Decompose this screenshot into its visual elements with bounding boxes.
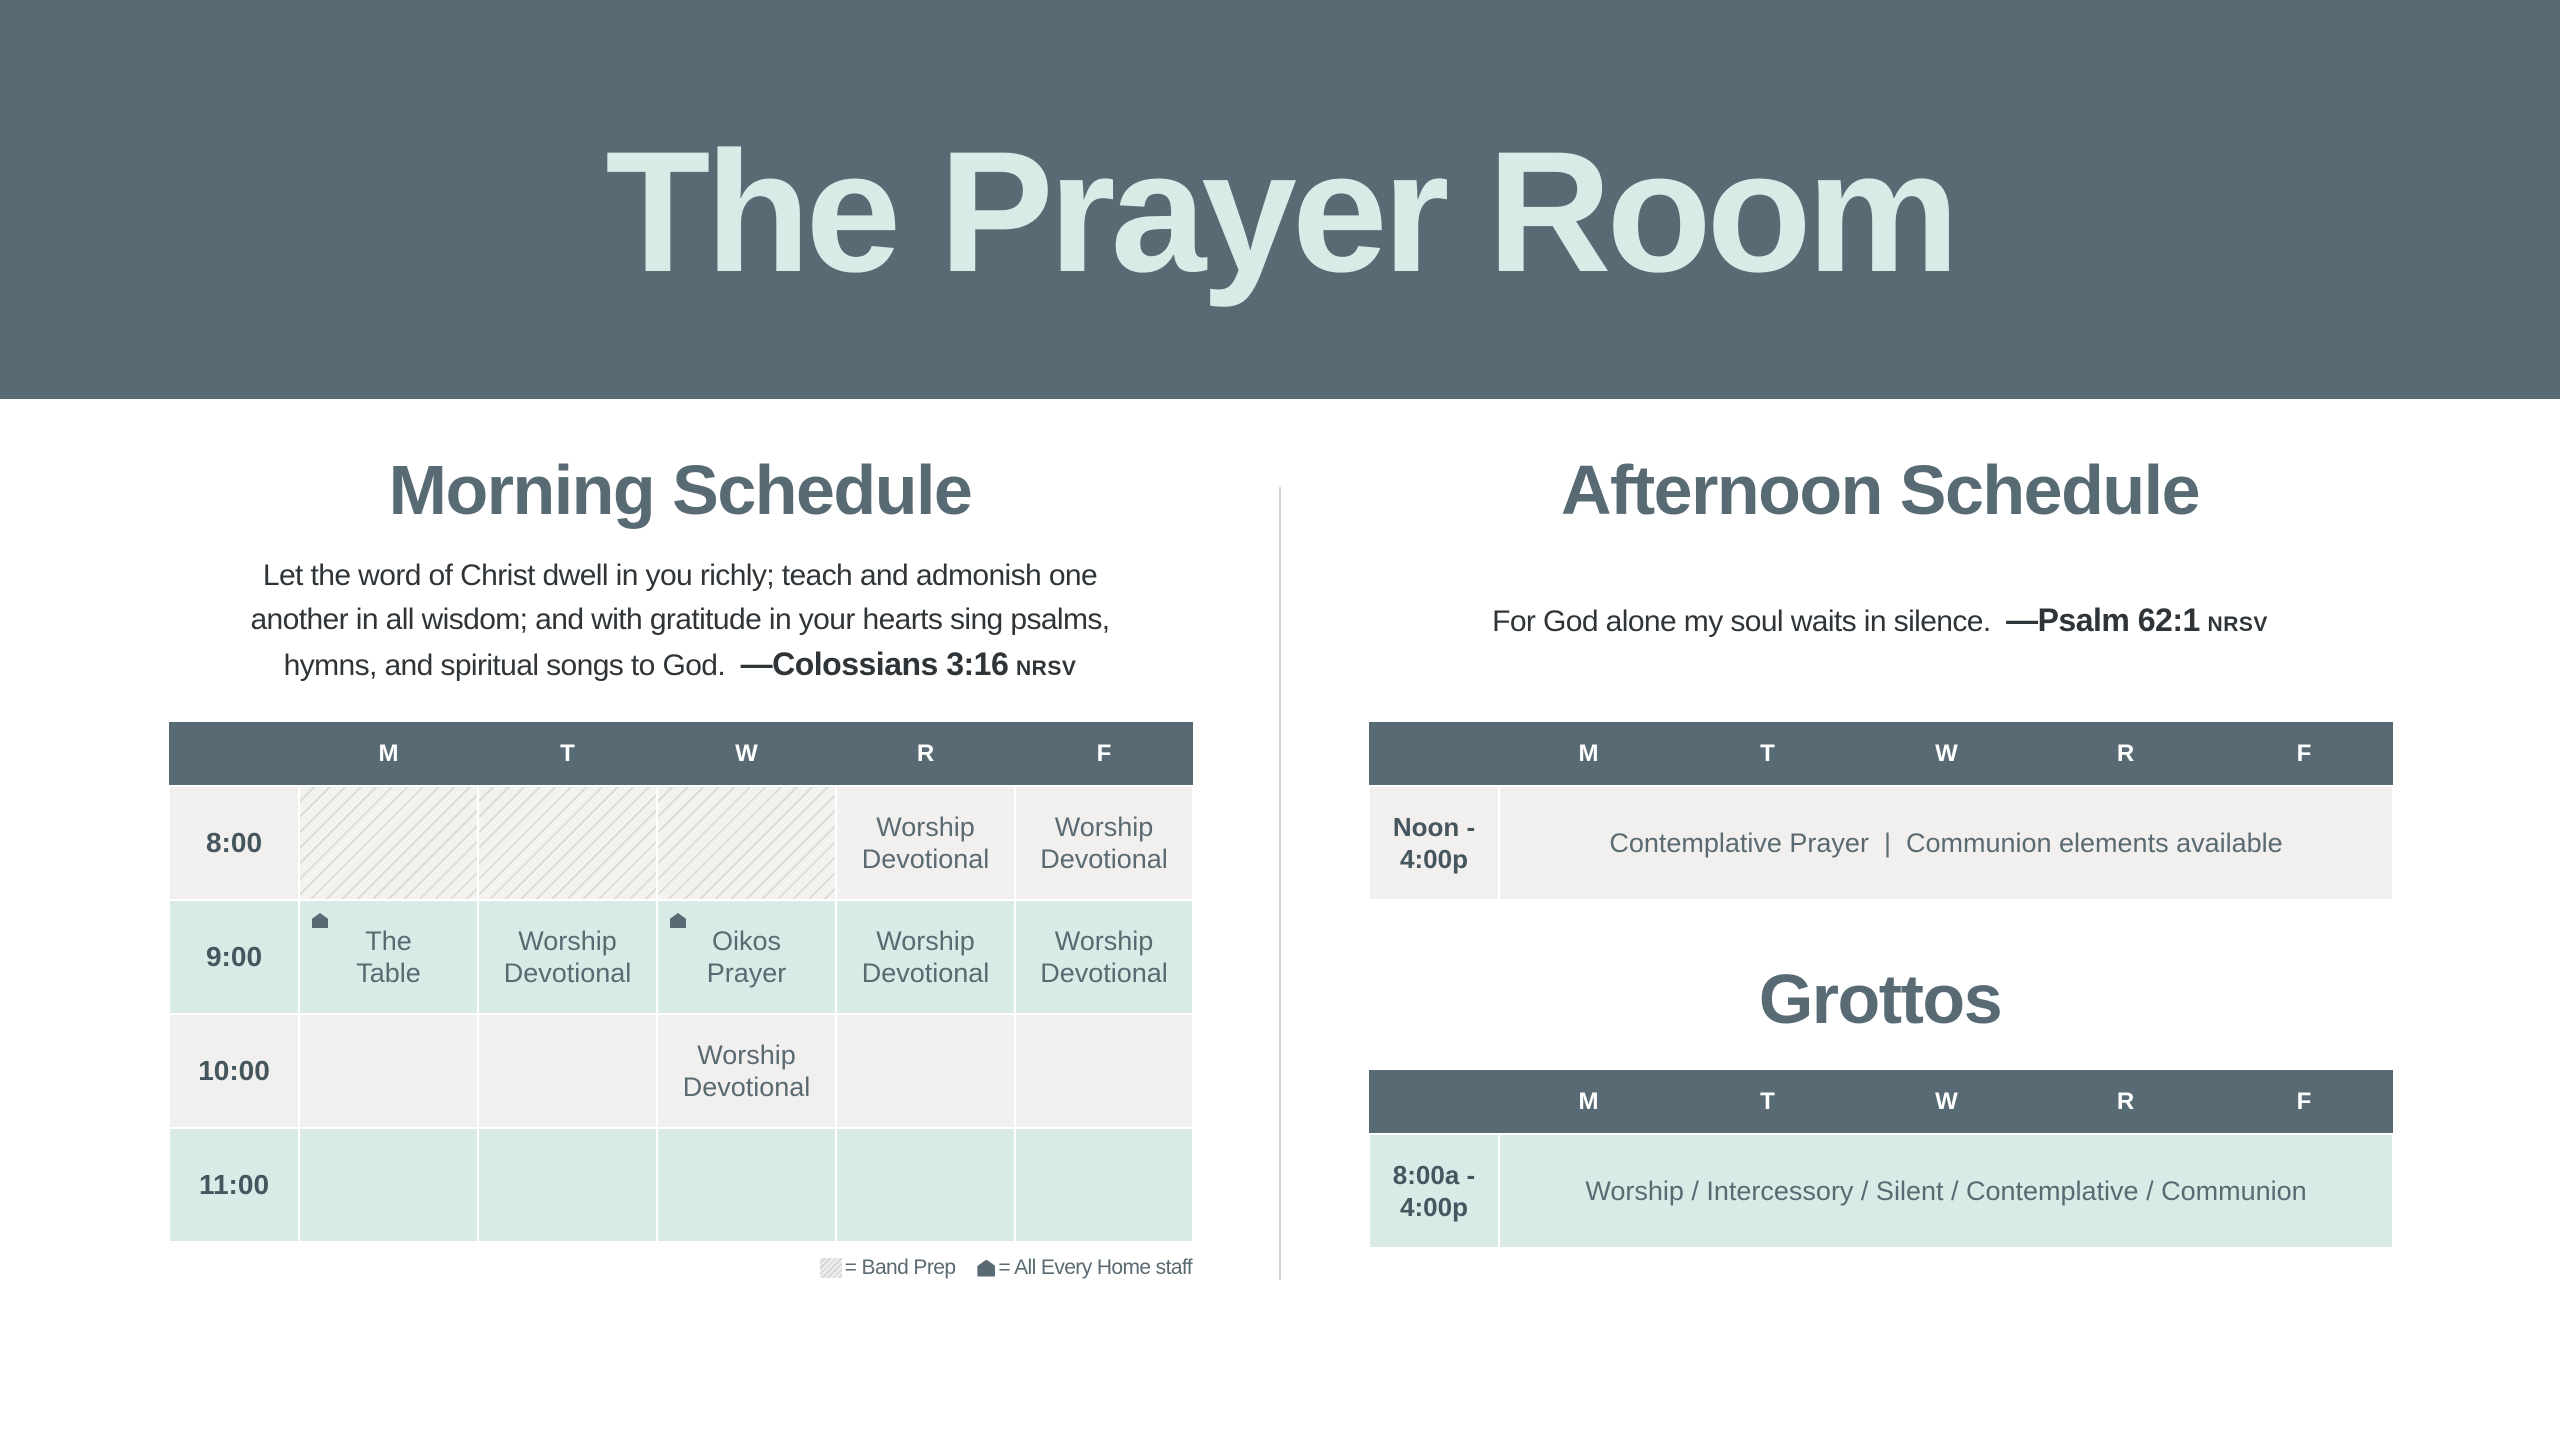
grottos-header-corner xyxy=(1369,1070,1499,1134)
schedule-cell xyxy=(478,900,657,1014)
cell-line: Worship xyxy=(876,926,975,956)
afternoon-activity-cell: Contemplative Prayer | Communion elements available xyxy=(1499,786,2393,900)
table-row xyxy=(169,900,1193,1014)
schedule-cell-empty xyxy=(299,1128,478,1242)
grottos-title: Grottos xyxy=(1758,960,2002,1038)
afternoon-header-day: T xyxy=(1678,722,1857,786)
table-row xyxy=(1369,1134,2393,1248)
time-slot-cell xyxy=(1369,1134,1499,1248)
morning-quote-reference: —Colossians 3:16 xyxy=(740,646,1009,682)
schedule-cell-empty xyxy=(1015,1014,1193,1128)
cell-line: Devotional xyxy=(503,958,632,988)
morning-schedule-title: Morning Schedule xyxy=(388,451,972,529)
morning-legend xyxy=(820,1256,1192,1280)
morning-quote-line-1: Let the word of Christ dwell in you richly; teach and admonish one xyxy=(262,559,1098,592)
cell-line: Worship xyxy=(518,926,617,956)
page-title: The Prayer Room xyxy=(605,115,1955,308)
time-slot-cell: 9:00 xyxy=(169,900,299,1014)
afternoon-header-day: M xyxy=(1499,722,1678,786)
time-line: 8:00a - xyxy=(1392,1160,1476,1190)
morning-header-corner xyxy=(169,722,299,786)
cell-line: Oikos xyxy=(711,926,782,956)
cell-line: Devotional xyxy=(861,844,990,874)
cell-line: Worship xyxy=(697,1040,796,1070)
schedule-cell-empty xyxy=(478,1128,657,1242)
band-prep-cell xyxy=(657,786,836,900)
morning-quote-line-3-text: hymns, and spiritual songs to God. xyxy=(283,649,726,682)
legend-staff-label: = All Every Home staff xyxy=(998,1256,1192,1279)
morning-quote-version: NRSV xyxy=(1016,657,1077,680)
morning-header-day: M xyxy=(299,722,478,786)
house-icon xyxy=(312,913,328,928)
morning-quote xyxy=(168,554,1192,691)
diagonal-hatch-icon xyxy=(820,1258,842,1278)
afternoon-header-corner xyxy=(1369,722,1499,786)
grottos-header-day: W xyxy=(1857,1070,2036,1134)
schedule-cell-empty xyxy=(478,1014,657,1128)
cell-line: Table xyxy=(356,958,421,988)
time-slot-cell xyxy=(1369,786,1499,900)
schedule-cell-empty xyxy=(299,1014,478,1128)
afternoon-table-header-row xyxy=(1369,722,2393,786)
cell-line: Devotional xyxy=(1040,844,1168,874)
grottos-activity-cell: Worship / Intercessory / Silent / Contemplative / Communion xyxy=(1499,1134,2393,1248)
time-line: 4:00p xyxy=(1400,1192,1468,1222)
grottos-header-day: R xyxy=(2036,1070,2215,1134)
morning-header-day: W xyxy=(657,722,836,786)
schedule-cell-empty xyxy=(836,1128,1015,1242)
cell-line: The xyxy=(365,926,412,956)
cell-line: Worship xyxy=(1054,926,1154,956)
cell-line: Worship xyxy=(876,812,975,842)
afternoon-quote-version: NRSV xyxy=(2207,613,2268,636)
schedule-cell xyxy=(657,900,836,1014)
schedule-cell xyxy=(299,900,478,1014)
house-icon xyxy=(977,1260,995,1277)
schedule-cell-empty xyxy=(1015,1128,1193,1242)
morning-schedule-table xyxy=(168,722,1194,1243)
grottos-header-day: M xyxy=(1499,1070,1678,1134)
table-row xyxy=(1369,786,2393,900)
afternoon-quote-text: For God alone my soul waits in silence. xyxy=(1492,605,1991,638)
afternoon-header-day: F xyxy=(2215,722,2393,786)
header-banner xyxy=(0,0,2560,399)
grottos-header-day: T xyxy=(1678,1070,1857,1134)
cell-line: Worship xyxy=(1054,812,1154,842)
morning-header-day: F xyxy=(1015,722,1193,786)
afternoon-quote-reference: —Psalm 62:1 xyxy=(2006,602,2200,638)
schedule-cell-empty xyxy=(836,1014,1015,1128)
legend-band-prep-label: = Band Prep xyxy=(844,1256,956,1279)
cell-line: Prayer xyxy=(706,958,787,988)
morning-table-header-row xyxy=(169,722,1193,786)
time-line: Noon - xyxy=(1392,812,1476,842)
table-row xyxy=(169,786,1193,900)
schedule-cell xyxy=(836,900,1015,1014)
column-divider xyxy=(1279,487,1281,1280)
grottos-table-header-row xyxy=(1369,1070,2393,1134)
morning-quote-line-3 xyxy=(168,642,1192,691)
table-row xyxy=(169,1128,1193,1242)
grottos-header-day: F xyxy=(2215,1070,2393,1134)
cell-line: Devotional xyxy=(1040,958,1168,988)
band-prep-cell xyxy=(299,786,478,900)
schedule-cell xyxy=(836,786,1015,900)
afternoon-header-day: W xyxy=(1857,722,2036,786)
afternoon-header-day: R xyxy=(2036,722,2215,786)
time-line: 4:00p xyxy=(1400,844,1468,874)
schedule-cell xyxy=(657,1014,836,1128)
schedule-cell xyxy=(1015,900,1193,1014)
time-slot-cell: 11:00 xyxy=(169,1128,299,1242)
morning-quote-line-2: another in all wisdom; and with gratitude in your hearts sing psalms, xyxy=(250,603,1110,636)
band-prep-cell xyxy=(478,786,657,900)
cell-line: Devotional xyxy=(861,958,990,988)
cell-line: Devotional xyxy=(682,1072,811,1102)
house-icon xyxy=(670,913,686,928)
table-row xyxy=(169,1014,1193,1128)
morning-header-day: R xyxy=(836,722,1015,786)
afternoon-schedule-table xyxy=(1368,722,2394,901)
schedule-cell xyxy=(1015,786,1193,900)
grottos-schedule-table xyxy=(1368,1070,2394,1249)
time-slot-cell: 10:00 xyxy=(169,1014,299,1128)
time-slot-cell: 8:00 xyxy=(169,786,299,900)
afternoon-schedule-title: Afternoon Schedule xyxy=(1560,451,2200,529)
schedule-cell-empty xyxy=(657,1128,836,1242)
afternoon-quote xyxy=(1368,598,2392,647)
morning-header-day: T xyxy=(478,722,657,786)
